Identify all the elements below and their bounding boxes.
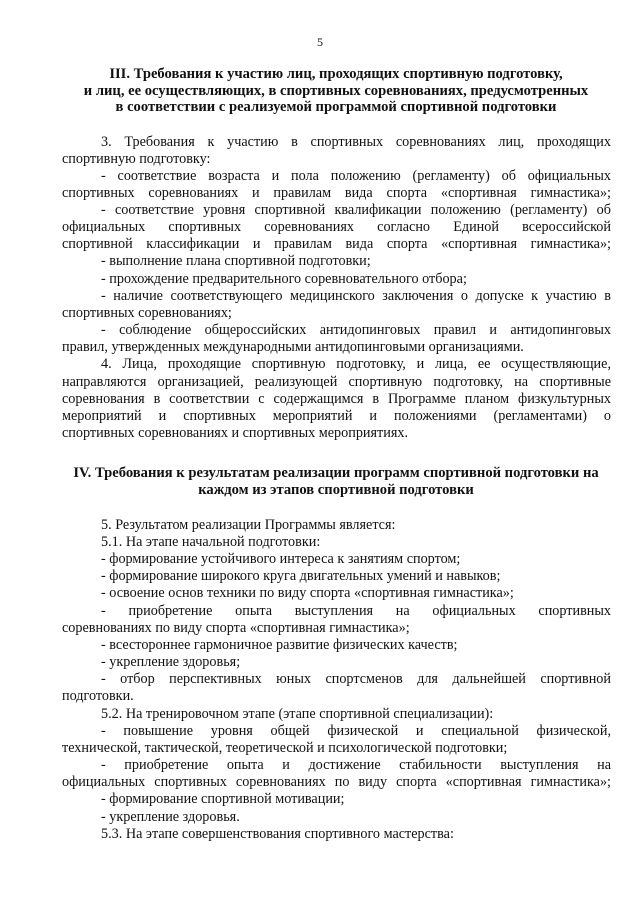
heading-line: III. Требования к участию лиц, проходящих спортивную подготовку, <box>109 66 563 82</box>
paragraph-line: технической, тактической, теоретической и психологической подготовки; <box>62 740 508 756</box>
paragraph-line: спортивную подготовку: <box>62 151 211 167</box>
paragraph-line: мероприятий и спортивных мероприятий и положениями (регламентами) о <box>62 408 611 424</box>
section-4-heading <box>62 465 610 498</box>
list-item: - повышение уровня общей физической и специальной физической, <box>101 723 611 739</box>
list-item: - укрепление здоровья; <box>101 654 241 670</box>
paragraph-line: 4. Лица, проходящие спортивную подготовку, и лица, ее осуществляющие, <box>101 356 611 372</box>
list-item: - соответствие возраста и пола положению (регламенту) об официальных <box>101 168 611 184</box>
heading-line: IV. Требования к результатам реализации программ спортивной подготовки на <box>73 465 599 481</box>
list-item: - приобретение опыта и достижение стабильности выступления на <box>101 757 611 773</box>
list-item: - соответствие уровня спортивной квалификации положению (регламенту) об <box>101 202 611 218</box>
section-3-heading <box>62 66 610 116</box>
paragraph-line: официальных спортивных соревнованиях согласно Единой всероссийской <box>62 219 611 235</box>
paragraph-line: соревнованиях по виду спорта «спортивная гимнастика»; <box>62 620 410 636</box>
heading-line: в соответствии с реализуемой программой спортивной подготовки <box>115 99 557 115</box>
list-item: - освоение основ техники по виду спорта «спортивная гимнастика»; <box>101 585 514 601</box>
paragraph-line: направляются организацией, реализующей спортивную подготовку, на спортивные <box>62 374 611 390</box>
list-item: - формирование широкого круга двигательных умений и навыков; <box>101 568 501 584</box>
list-item: - отбор перспективных юных спортсменов для дальнейшей спортивной <box>101 671 611 687</box>
paragraph-line: спортивных соревнованиях; <box>62 305 232 321</box>
heading-line: каждом из этапов спортивной подготовки <box>198 481 474 498</box>
paragraph-line: спортивных соревнованиях и спортивных мероприятиях. <box>62 425 408 441</box>
page-number: 5 <box>317 35 323 49</box>
heading-line: и лиц, ее осуществляющих, в спортивных соревнованиях, предусмотренных <box>83 82 589 99</box>
paragraph-line: 5. Результатом реализации Программы является: <box>101 517 396 533</box>
paragraph-line: спортивных соревнованиях и правилам вида спорта «спортивная гимнастика»; <box>62 185 611 201</box>
list-item: - выполнение плана спортивной подготовки; <box>101 253 371 269</box>
paragraph-line: подготовки. <box>62 688 134 704</box>
paragraph-line: официальных спортивных соревнованиях по виду спорта «спортивная гимнастика»; <box>62 774 611 790</box>
paragraph-line: 3. Требования к участию в спортивных соревнованиях лиц, проходящих <box>101 134 611 150</box>
list-item: - всестороннее гармоничное развитие физических качеств; <box>101 637 458 653</box>
paragraph-line: спортивной классификации и правилам вида спорта «спортивная гимнастика»; <box>62 236 611 252</box>
paragraph-line: 5.3. На этапе совершенствования спортивного мастерства: <box>101 826 454 842</box>
paragraph-line: 5.1. На этапе начальной подготовки: <box>101 534 321 550</box>
list-item: - наличие соответствующего медицинского заключения о допуске к участию в <box>101 288 611 304</box>
paragraph-line: соревнования в соответствии с содержащимся в Программе планом физкультурных <box>62 391 611 407</box>
list-item: - прохождение предварительного соревновательного отбора; <box>101 271 467 287</box>
list-item: - укрепление здоровья. <box>101 809 240 825</box>
paragraph-line: правил, утвержденных международными антидопинговыми организациями. <box>62 339 524 355</box>
list-item: - формирование спортивной мотивации; <box>101 791 345 807</box>
list-item: - формирование устойчивого интереса к занятиям спортом; <box>101 551 461 567</box>
list-item: - приобретение опыта выступления на официальных спортивных <box>101 603 611 619</box>
list-item: - соблюдение общероссийских антидопинговых правил и антидопинговых <box>101 322 611 338</box>
paragraph-line: 5.2. На тренировочном этапе (этапе спортивной специализации): <box>101 706 494 722</box>
